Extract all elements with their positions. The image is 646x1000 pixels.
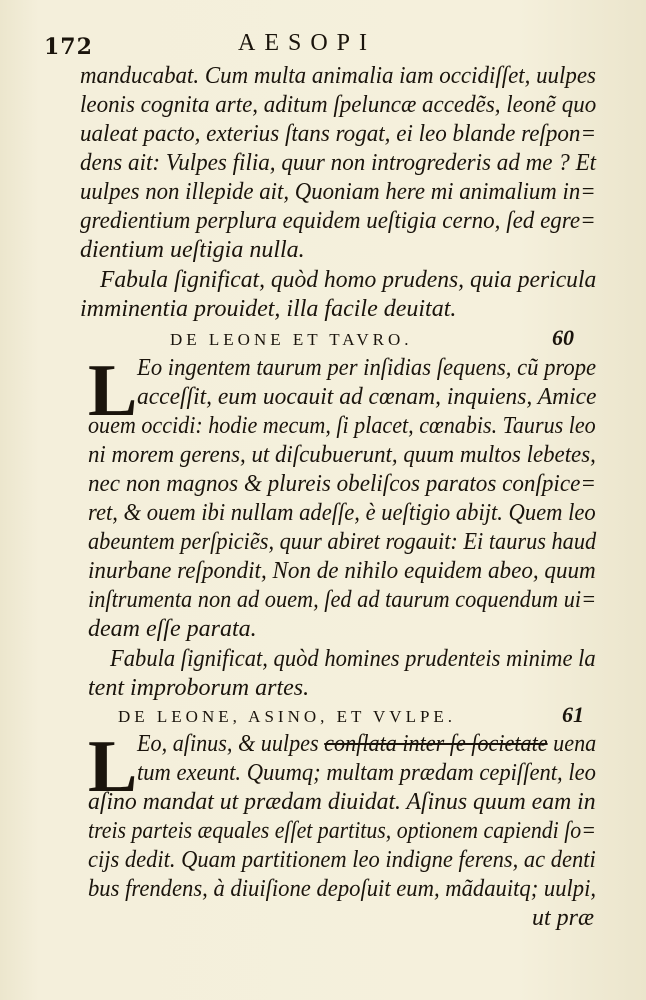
text-line: aſino mandat ut prædam diuidat. Aſinus quum eam in (88, 789, 596, 815)
text-line: ret, & ouem ibi nullam adeſſe, è ueſtigio abijt. Quem leo (88, 500, 596, 526)
text-line: acceſſit, eum uocauit ad cœnam, inquiens, Amice (137, 384, 597, 410)
text-line (137, 730, 596, 758)
text-line: Eo ingentem taurum per inſidias ſequens, cũ prope (137, 355, 597, 381)
text-line: uulpes non illepide ait, Quoniam here mi animalium in= (80, 179, 596, 205)
text-run: uena (547, 731, 597, 757)
text-line: manducabat. Cum multa animalia iam occidiſſet, uulpes (80, 63, 596, 89)
text-line: bus frendens, à diuiſione depoſuit eum, mãdauitq; uulpi, (88, 876, 597, 902)
running-title: AESOPI (238, 30, 377, 56)
text-line: inurbane reſpondit, Non de nihilo equidem abeo, quum (88, 558, 596, 584)
moral-line: Fabula ſignificat, quòd homo prudens, quia pericula (100, 267, 597, 293)
text-line: cijs dedit. Quam partitionem leo indigne ferens, ac denti (88, 847, 596, 873)
fable-number: 60 (552, 325, 574, 350)
drop-cap-initial: L (88, 726, 138, 808)
text-line: treis parteis æquales eſſet partitus, optionem capiendi ſo= (88, 818, 596, 844)
text-line: leonis cognita arte, aditum ſpeluncæ accedẽs, leonẽ quo (80, 92, 597, 118)
text-line: tum exeunt. Quumq; multam prædam cepiſſent, leo (137, 760, 596, 786)
struck-text: conſlata inter ſe ſocietate (324, 731, 548, 757)
moral-line: Fabula ſignificat, quòd homines prudenteis minime la (110, 646, 596, 672)
fable-heading: DE LEONE, ASINO, ET VVLPE. (118, 707, 457, 726)
page-header (0, 28, 646, 62)
text-line: nec non magnos & plureis obeliſcos paratos conſpice= (88, 471, 596, 497)
moral-line: imminentia prouidet, illa facile deuitat. (80, 296, 457, 322)
fable-heading: DE LEONE ET TAVRO. (170, 330, 413, 349)
drop-cap-initial: L (88, 350, 138, 432)
text-line: gredientium perplura equidem ueſtigia cerno, ſed egre= (80, 208, 596, 234)
text-line: inſtrumenta non ad ouem, ſed ad taurum coquendum ui= (88, 587, 597, 613)
text-line: dientium ueſtigia nulla. (80, 237, 305, 263)
moral-line: tent improborum artes. (88, 675, 310, 701)
text-line: deam eſſe parata. (88, 616, 257, 642)
page-number: 172 (44, 34, 93, 60)
fable-number: 61 (562, 702, 584, 727)
text-line: dens ait: Vulpes filia, quur non introgrederis ad me ? Et (80, 150, 597, 176)
text-line: ni morem gerens, ut diſcubuerunt, quum multos lebetes, (88, 442, 596, 468)
text-line: ouem occidi: hodie mecum, ſi placet, cœnabis. Taurus leo (88, 413, 596, 439)
catchword: ut præ (532, 905, 595, 931)
text-line: ualeat pacto, exterius ſtans rogat, ei leo blande reſpon= (80, 121, 596, 147)
text-line: abeuntem perſpiciẽs, quur abiret rogauit: Ei taurus haud (88, 529, 597, 555)
text-run: Eo, aſinus, & uulpes (137, 731, 325, 757)
